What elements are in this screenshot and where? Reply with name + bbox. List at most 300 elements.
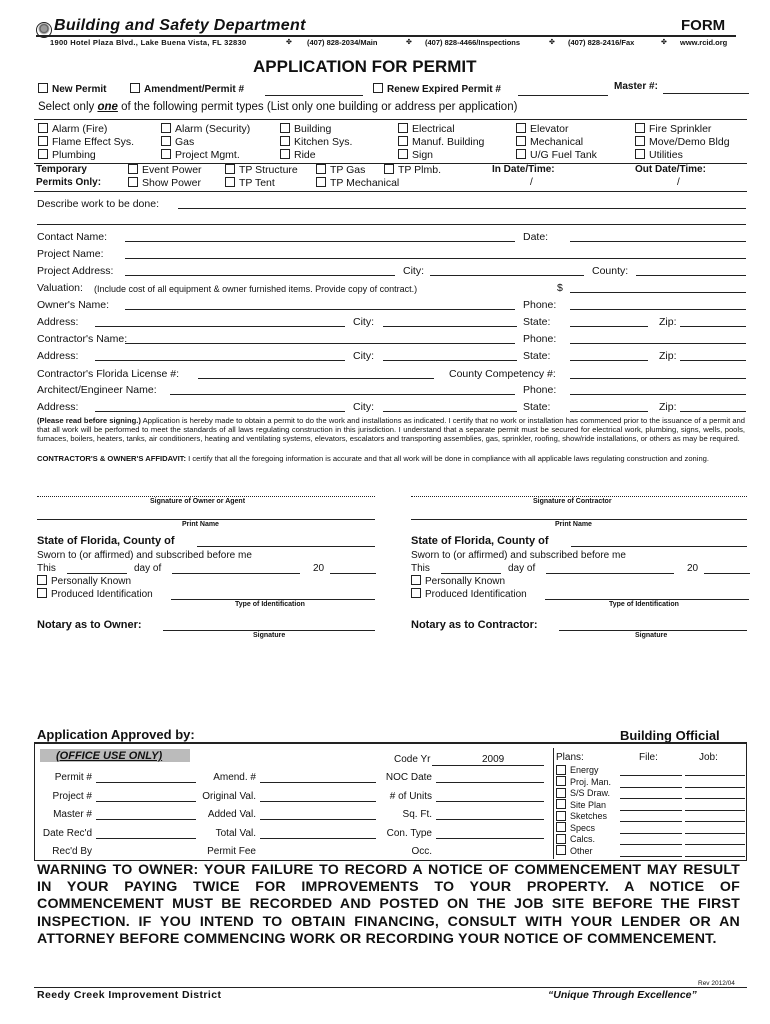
department-title: Building and Safety Department [54, 17, 306, 34]
permit-type-col4-2[interactable] [398, 149, 433, 161]
checkbox-icon [384, 164, 394, 174]
amendment-label: Amendment/Permit # [144, 84, 245, 95]
office-added-val-label: Added Val. [207, 809, 256, 820]
owner-print-field[interactable] [37, 519, 375, 520]
affidavit-paragraph: CONTRACTOR'S & OWNER'S AFFIDAVIT: I certify that all the foregoing information is accurate and that all work will be done in compliance with all applicable laws regulating construction and zoning. [37, 454, 710, 463]
permit-type-col6-0-label: Fire Sprinkler [649, 123, 712, 135]
contractor-notary-signature-field[interactable] [559, 630, 747, 631]
owner-address-field[interactable] [95, 326, 345, 327]
renew-label: Renew Expired Permit # [387, 84, 501, 95]
plan-item-7-checkbox-label: Other [570, 845, 593, 856]
owner-signature-caption: Signature of Owner or Agent [150, 498, 246, 505]
project-name-label: Project Name: [37, 248, 104, 260]
county-competency-label: County Competency #: [449, 368, 556, 380]
permit-type-col1-0-label: Alarm (Fire) [52, 123, 108, 135]
checkbox-icon [556, 788, 566, 798]
checkbox-icon [635, 149, 645, 159]
permit-type-col2-0-label: Alarm (Security) [175, 123, 251, 135]
contractor-id-type-field[interactable] [545, 599, 749, 600]
owner-phone-field[interactable] [570, 309, 746, 310]
permit-type-col3-2[interactable] [280, 149, 316, 161]
owner-county-field[interactable] [197, 546, 375, 547]
architect-state-label: State: [523, 401, 551, 413]
checkbox-icon [280, 136, 290, 146]
owner-id-type-field[interactable] [171, 599, 375, 600]
contractor-name-field[interactable] [125, 343, 515, 344]
owner-city-field[interactable] [383, 326, 517, 327]
owner-name-label: Owner's Name: [37, 299, 110, 311]
plan-item-7-file-field[interactable] [620, 856, 682, 857]
permit-type-col1-1-label: Flame Effect Sys. [52, 136, 135, 148]
county-competency-field[interactable] [570, 378, 746, 379]
contractor-state-florida-label: State of Florida, County of [411, 535, 549, 547]
permit-type-col2-1[interactable] [161, 136, 194, 148]
office-added-val-field[interactable] [260, 819, 376, 820]
office-occ-label: Occ. [411, 846, 432, 857]
office-master-label: Master # [53, 809, 92, 820]
legal-paragraph: (Please read before signing.) Application is hereby made to obtain a permit to do the work and installations as indicated. I certify that no work or installation has commenced prior to the issuance of a permit and that all work will be performed to meet the standards of all laws regulating construction in this jurisdiction. I understand that a separate permit must be secured for electrical work, plumbing, signs, wells, pools, furnaces, boilers, heaters, tanks, air conditioners, heating and ventilating systems, elevators, escalators and transporting assemblies, gas, sprinkler, roofing, show/ride installations, or others as may be required. [37, 416, 746, 444]
plan-item-1-checkbox-label: Proj. Man. [570, 776, 612, 787]
checkbox-icon [316, 164, 326, 174]
checkbox-icon [398, 149, 408, 159]
temp-row1-3-label: TP Plmb. [398, 164, 441, 176]
contractor-county-field[interactable] [571, 546, 747, 547]
architect-zip-field[interactable] [680, 411, 746, 412]
district-motto: “Unique Through Excellence” [548, 989, 697, 1001]
permit-type-col5-1-label: Mechanical [530, 136, 584, 148]
plan-item-4-checkbox[interactable] [556, 811, 607, 822]
permit-type-col3-1-label: Kitchen Sys. [294, 136, 353, 148]
contractor-phone-field[interactable] [570, 343, 746, 344]
permit-type-col5-0-label: Elevator [530, 123, 569, 135]
office-sqft-label: Sq. Ft. [402, 809, 432, 820]
plan-item-7-checkbox[interactable] [556, 846, 593, 857]
permit-type-col1-2[interactable] [38, 149, 96, 161]
office-units-field[interactable] [436, 801, 544, 802]
contact-label: Contact Name: [37, 231, 108, 243]
owner-produced-id-checkbox-label: Produced Identification [51, 589, 153, 600]
permit-type-col2-0[interactable] [161, 123, 250, 135]
checkbox-icon [225, 177, 235, 187]
contractor-address-label: Address: [37, 350, 79, 362]
diamond-icon: ✤ [406, 39, 412, 46]
plan-item-1-job-field[interactable] [685, 787, 745, 788]
owner-address-label: Address: [37, 316, 79, 328]
county-label: County: [592, 265, 629, 277]
types-top-rule [34, 119, 747, 120]
office-total-val-label: Total Val. [215, 827, 256, 839]
permit-type-col6-1[interactable] [635, 136, 730, 148]
checkbox-icon [128, 177, 138, 187]
master-field[interactable] [663, 93, 749, 94]
phone-fax: (407) 828-2416/Fax [568, 38, 635, 47]
plan-item-5-job-field[interactable] [685, 833, 745, 834]
amendment-checkbox[interactable] [130, 84, 244, 95]
permit-type-col6-1-label: Move/Demo Bldg [649, 136, 730, 148]
office-use-label: (OFFICE USE ONLY) [56, 750, 163, 762]
temp-row2-1[interactable] [225, 177, 275, 189]
checkbox-icon [161, 149, 171, 159]
plan-item-4-job-field[interactable] [685, 821, 745, 822]
office-sqft-field[interactable] [436, 819, 544, 820]
office-permit-label: Permit # [54, 772, 92, 783]
checkbox-icon [128, 164, 138, 174]
permit-type-col6-2-label: Utilities [649, 149, 683, 161]
code-yr-field[interactable] [432, 765, 544, 766]
amendment-field[interactable] [265, 95, 363, 96]
permit-type-col5-2[interactable] [516, 149, 597, 161]
code-yr-value: 2009 [482, 754, 505, 765]
checkbox-icon [635, 136, 645, 146]
architect-address-field[interactable] [95, 411, 345, 412]
contractor-address-field[interactable] [95, 360, 345, 361]
permit-type-col3-0[interactable] [280, 123, 331, 135]
office-orig-val-label: Original Val. [202, 790, 256, 802]
plan-item-0-file-field[interactable] [620, 775, 682, 776]
office-date-recd-label: Date Rec'd [42, 827, 92, 839]
types-bottom-rule [34, 191, 747, 192]
checkbox-icon [556, 799, 566, 809]
owner-this-label: This [37, 563, 56, 574]
approval-rule [34, 742, 747, 744]
contractor-signature-field[interactable] [411, 496, 747, 497]
plan-item-3-checkbox[interactable] [556, 800, 606, 811]
footer-rule [34, 987, 747, 988]
owner-zip-field[interactable] [680, 326, 746, 327]
plan-item-4-checkbox-label: Sketches [570, 811, 608, 821]
permit-type-col4-1[interactable] [398, 136, 484, 148]
owner-signature-field[interactable] [37, 496, 375, 497]
plan-item-7-job-field[interactable] [685, 856, 745, 857]
permit-type-col1-2-label: Plumbing [52, 149, 96, 161]
contractor-print-field[interactable] [411, 519, 747, 520]
owner-day-field[interactable] [67, 573, 127, 574]
contact-field[interactable] [125, 241, 515, 242]
permit-type-col3-1[interactable] [280, 136, 352, 148]
diamond-icon: ✤ [661, 39, 667, 46]
permit-type-col2-2[interactable] [161, 149, 240, 161]
plan-item-2-file-field[interactable] [620, 798, 682, 799]
checkbox-icon [556, 765, 566, 775]
website: www.rcid.org [680, 38, 728, 47]
project-city-label: City: [403, 265, 424, 277]
contractor-this-label: This [411, 563, 430, 574]
office-permit-fee-label: Permit Fee [207, 846, 256, 857]
new-permit-label: New Permit [52, 84, 107, 95]
date-field[interactable] [570, 241, 746, 242]
temp-row2-2-label: TP Mechanical [330, 177, 400, 189]
describe-field-2[interactable] [37, 224, 746, 225]
contractor-print-caption: Print Name [555, 521, 592, 528]
owner-state-field[interactable] [570, 326, 648, 327]
architect-zip-label: Zip: [659, 401, 677, 413]
checkbox-icon [556, 834, 566, 844]
warning-text: WARNING TO OWNER: YOUR FAILURE TO RECORD A NOTICE OF COMMENCEMENT MAY RESULT IN YOUR PAYING TWICE FOR IMPROVEMENTS TO YOUR PROPERTY. A NOTICE OF COMMENCEMENT MUST BE RECORDED AND POSTED ON THE JOB SITE BEFORE THE FIRST INSPECTION. IF YOU INTEND TO OBTAIN FINANCING, CONSULT WITH YOUR LENDER OR AN ATTORNEY BEFORE COMMENCING WORK OR RECORDING YOUR NOTICE OF COMMENCEMENT. [37, 862, 740, 947]
contractor-day-field[interactable] [441, 573, 501, 574]
architect-city-field[interactable] [383, 411, 517, 412]
permit-type-col2-2-label: Project Mgmt. [175, 149, 240, 161]
valuation-label: Valuation: [37, 282, 83, 294]
office-project-label: Project # [52, 790, 92, 802]
office-date-recd-field[interactable] [96, 838, 196, 839]
plan-item-3-checkbox-label: Site Plan [570, 799, 607, 810]
out-date-label: Out Date/Time: [635, 164, 706, 175]
permit-type-col4-0-label: Electrical [412, 123, 455, 135]
dept-address: 1900 Hotel Plaza Blvd., Lake Buena Vista, FL 32830 [50, 38, 247, 47]
owner-produced-id-checkbox[interactable] [37, 589, 153, 600]
temp-row1-0[interactable] [128, 164, 202, 176]
checkbox-icon [130, 83, 140, 93]
renew-field[interactable] [518, 95, 608, 96]
office-con-type-field[interactable] [436, 838, 544, 839]
code-yr-label: Code Yr [394, 754, 431, 765]
permit-type-col1-1[interactable] [38, 136, 134, 148]
plan-item-2-checkbox-label: S/S Draw. [570, 788, 611, 798]
plan-item-5-checkbox[interactable] [556, 823, 595, 834]
master-label: Master #: [614, 81, 658, 92]
architect-address-label: Address: [37, 401, 79, 413]
owner-personally-known-checkbox[interactable] [37, 576, 131, 587]
project-city-field[interactable] [430, 275, 584, 276]
temp-row2-1-label: TP Tent [239, 177, 275, 189]
checkbox-icon [161, 123, 171, 133]
contractor-notary-signature-caption: Signature [635, 632, 668, 639]
plan-item-3-job-field[interactable] [685, 810, 745, 811]
architect-name-label: Architect/Engineer Name: [37, 384, 157, 396]
office-project-field[interactable] [96, 801, 196, 802]
out-date-field[interactable]: / [677, 177, 680, 188]
owner-state-florida-label: State of Florida, County of [37, 535, 175, 547]
permit-type-col6-2[interactable] [635, 149, 683, 161]
owner-personally-known-checkbox-label: Personally Known [51, 576, 132, 587]
office-noc-label: NOC Date [385, 772, 432, 783]
plan-item-3-file-field[interactable] [620, 810, 682, 811]
checkbox-icon [373, 83, 383, 93]
contractor-state-label: State: [523, 350, 551, 362]
permit-type-col3-0-label: Building [294, 123, 332, 135]
checkbox-icon [38, 83, 48, 93]
checkbox-icon [411, 575, 421, 585]
contractor-produced-id-checkbox[interactable] [411, 589, 527, 600]
checkbox-icon [398, 123, 408, 133]
new-permit-checkbox[interactable] [38, 84, 106, 95]
permit-type-col5-1[interactable] [516, 136, 583, 148]
checkbox-icon [635, 123, 645, 133]
contractor-id-type-caption: Type of Identification [609, 601, 679, 608]
temp-row1-2-label: TP Gas [330, 164, 366, 176]
job-label: Job: [699, 752, 718, 763]
contractor-city-field[interactable] [383, 360, 517, 361]
checkbox-icon [316, 177, 326, 187]
owner-year-prefix: 20 [313, 563, 325, 574]
contractor-personally-known-checkbox[interactable] [411, 576, 505, 587]
plan-item-6-checkbox[interactable] [556, 834, 595, 845]
plan-item-2-job-field[interactable] [685, 798, 745, 799]
permit-type-col4-0[interactable] [398, 123, 455, 135]
in-date-field[interactable]: / [530, 177, 533, 188]
contractor-year-prefix: 20 [687, 563, 699, 574]
plan-item-5-file-field[interactable] [620, 833, 682, 834]
permits-only-label: Permits Only: [36, 177, 102, 188]
permit-type-col4-2-label: Sign [412, 149, 434, 161]
file-label: File: [639, 752, 658, 763]
checkbox-icon [411, 588, 421, 598]
owner-notary-signature-caption: Signature [253, 632, 286, 639]
permit-type-col3-2-label: Ride [294, 149, 316, 161]
license-label: Contractor's Florida License #: [37, 368, 180, 380]
diamond-icon: ✤ [286, 39, 292, 46]
contractor-personally-known-checkbox-label: Personally Known [425, 576, 506, 587]
architect-city-label: City: [353, 401, 374, 413]
temporary-label: Temporary [36, 164, 87, 175]
temp-row2-0[interactable] [128, 177, 201, 189]
office-permit-field[interactable] [96, 782, 196, 783]
checkbox-icon [516, 149, 526, 159]
in-date-label: In Date/Time: [492, 164, 555, 175]
permit-type-col4-1-label: Manuf. Building [412, 136, 485, 148]
project-address-label: Project Address: [37, 265, 114, 277]
revision: Rev 2012/04 [698, 980, 735, 987]
contractor-notary-label: Notary as to Contractor: [411, 619, 538, 631]
owner-sworn-label: Sworn to (or affirmed) and subscribed before me [37, 550, 252, 561]
contractor-city-label: City: [353, 350, 374, 362]
owner-notary-label: Notary as to Owner: [37, 619, 142, 631]
temp-row1-2[interactable] [316, 164, 365, 176]
temp-row2-2[interactable] [316, 177, 399, 189]
plan-item-0-checkbox[interactable] [556, 765, 599, 776]
contractor-month-field[interactable] [546, 573, 674, 574]
owner-city-label: City: [353, 316, 374, 328]
temp-row1-1-label: TP Structure [239, 164, 298, 176]
permit-type-col5-2-label: U/G Fuel Tank [530, 149, 597, 161]
office-amend-label: Amend. # [213, 772, 256, 783]
page-title: APPLICATION FOR PERMIT [253, 57, 477, 76]
plan-item-6-file-field[interactable] [620, 844, 682, 845]
checkbox-icon [280, 149, 290, 159]
owner-day-of-label: day of [134, 563, 162, 574]
owner-state-label: State: [523, 316, 551, 328]
permit-type-col2-1-label: Gas [175, 136, 195, 148]
architect-state-field[interactable] [570, 411, 648, 412]
office-orig-val-field[interactable] [260, 801, 376, 802]
checkbox-icon [38, 136, 48, 146]
checkbox-icon [38, 149, 48, 159]
diamond-icon: ✤ [549, 39, 555, 46]
contractor-phone-label: Phone: [523, 333, 557, 345]
owner-notary-signature-field[interactable] [163, 630, 375, 631]
describe-label: Describe work to be done: [37, 198, 159, 210]
checkbox-icon [225, 164, 235, 174]
plan-item-1-file-field[interactable] [620, 787, 682, 788]
office-con-type-label: Con. Type [386, 827, 432, 839]
office-master-field[interactable] [96, 819, 196, 820]
header-rule [36, 35, 736, 37]
plan-item-6-job-field[interactable] [685, 844, 745, 845]
plan-item-0-job-field[interactable] [685, 775, 745, 776]
plan-item-6-checkbox-label: Calcs. [570, 834, 596, 844]
permit-type-col5-0[interactable] [516, 123, 569, 135]
checkbox-icon [516, 123, 526, 133]
owner-month-field[interactable] [172, 573, 300, 574]
plan-item-5-checkbox-label: Specs [570, 822, 596, 833]
form-label: FORM [681, 17, 726, 34]
checkbox-icon [556, 776, 566, 786]
approved-by-label: Application Approved by: [37, 727, 195, 742]
owner-phone-label: Phone: [523, 299, 557, 311]
plan-item-2-checkbox[interactable] [556, 788, 610, 799]
select-instruction: Select only one of the following permit types (List only one building or address per application) [38, 101, 518, 113]
owner-year-field[interactable] [330, 573, 376, 574]
permit-type-col6-0[interactable] [635, 123, 711, 135]
date-label: Date: [523, 231, 549, 243]
valuation-field[interactable] [570, 292, 746, 293]
owner-id-type-caption: Type of Identification [235, 601, 305, 608]
project-name-field[interactable] [125, 258, 746, 259]
checkbox-icon [556, 845, 566, 855]
checkbox-icon [556, 822, 566, 832]
contractor-name-label: Contractor's Name: [37, 333, 128, 345]
checkbox-icon [37, 575, 47, 585]
contractor-zip-label: Zip: [659, 350, 677, 362]
office-units-label: # of Units [389, 790, 432, 802]
checkbox-icon [38, 123, 48, 133]
temp-row1-0-label: Event Power [142, 164, 202, 176]
architect-phone-field[interactable] [570, 394, 746, 395]
license-field[interactable] [198, 378, 434, 379]
office-amend-field[interactable] [260, 782, 376, 783]
office-noc-field[interactable] [436, 782, 544, 783]
checkbox-icon [161, 136, 171, 146]
contractor-state-field[interactable] [570, 360, 648, 361]
describe-field-1[interactable] [178, 208, 746, 209]
county-field[interactable] [636, 275, 746, 276]
contractor-day-of-label: day of [508, 563, 536, 574]
building-official-label: Building Official [620, 728, 720, 743]
temp-row2-0-label: Show Power [142, 177, 201, 189]
checkbox-icon [516, 136, 526, 146]
district-name: Reedy Creek Improvement District [37, 989, 222, 1001]
phone-main: (407) 828-2034/Main [307, 38, 378, 47]
valuation-note: (Include cost of all equipment & owner furnished items. Provide copy of contract.) [94, 284, 418, 294]
plan-item-1-checkbox[interactable] [556, 777, 611, 788]
renew-checkbox[interactable] [373, 84, 501, 95]
checkbox-icon [280, 123, 290, 133]
contractor-signature-caption: Signature of Contractor [533, 498, 612, 505]
plan-item-0-checkbox-label: Energy [570, 765, 599, 775]
contractor-produced-id-checkbox-label: Produced Identification [425, 589, 527, 600]
architect-name-field[interactable] [170, 394, 515, 395]
plan-item-4-file-field[interactable] [620, 821, 682, 822]
office-total-val-field[interactable] [260, 838, 376, 839]
project-address-field[interactable] [125, 275, 395, 276]
checkbox-icon [398, 136, 408, 146]
office-recd-by-label: Rec'd By [52, 846, 92, 857]
dollar-sign: $ [557, 282, 563, 294]
owner-zip-label: Zip: [659, 316, 677, 328]
checkbox-icon [37, 588, 47, 598]
contractor-year-field[interactable] [704, 573, 750, 574]
checkbox-icon [556, 811, 566, 821]
owner-name-field[interactable] [125, 309, 515, 310]
temp-row1-1[interactable] [225, 164, 298, 176]
plans-label: Plans: [556, 752, 584, 763]
contractor-sworn-label: Sworn to (or affirmed) and subscribed before me [411, 550, 626, 561]
architect-phone-label: Phone: [523, 384, 557, 396]
contractor-zip-field[interactable] [680, 360, 746, 361]
permit-type-col1-0[interactable] [38, 123, 107, 135]
phone-inspections: (407) 828-4466/Inspections [425, 38, 521, 47]
temp-row1-3[interactable] [384, 164, 441, 176]
